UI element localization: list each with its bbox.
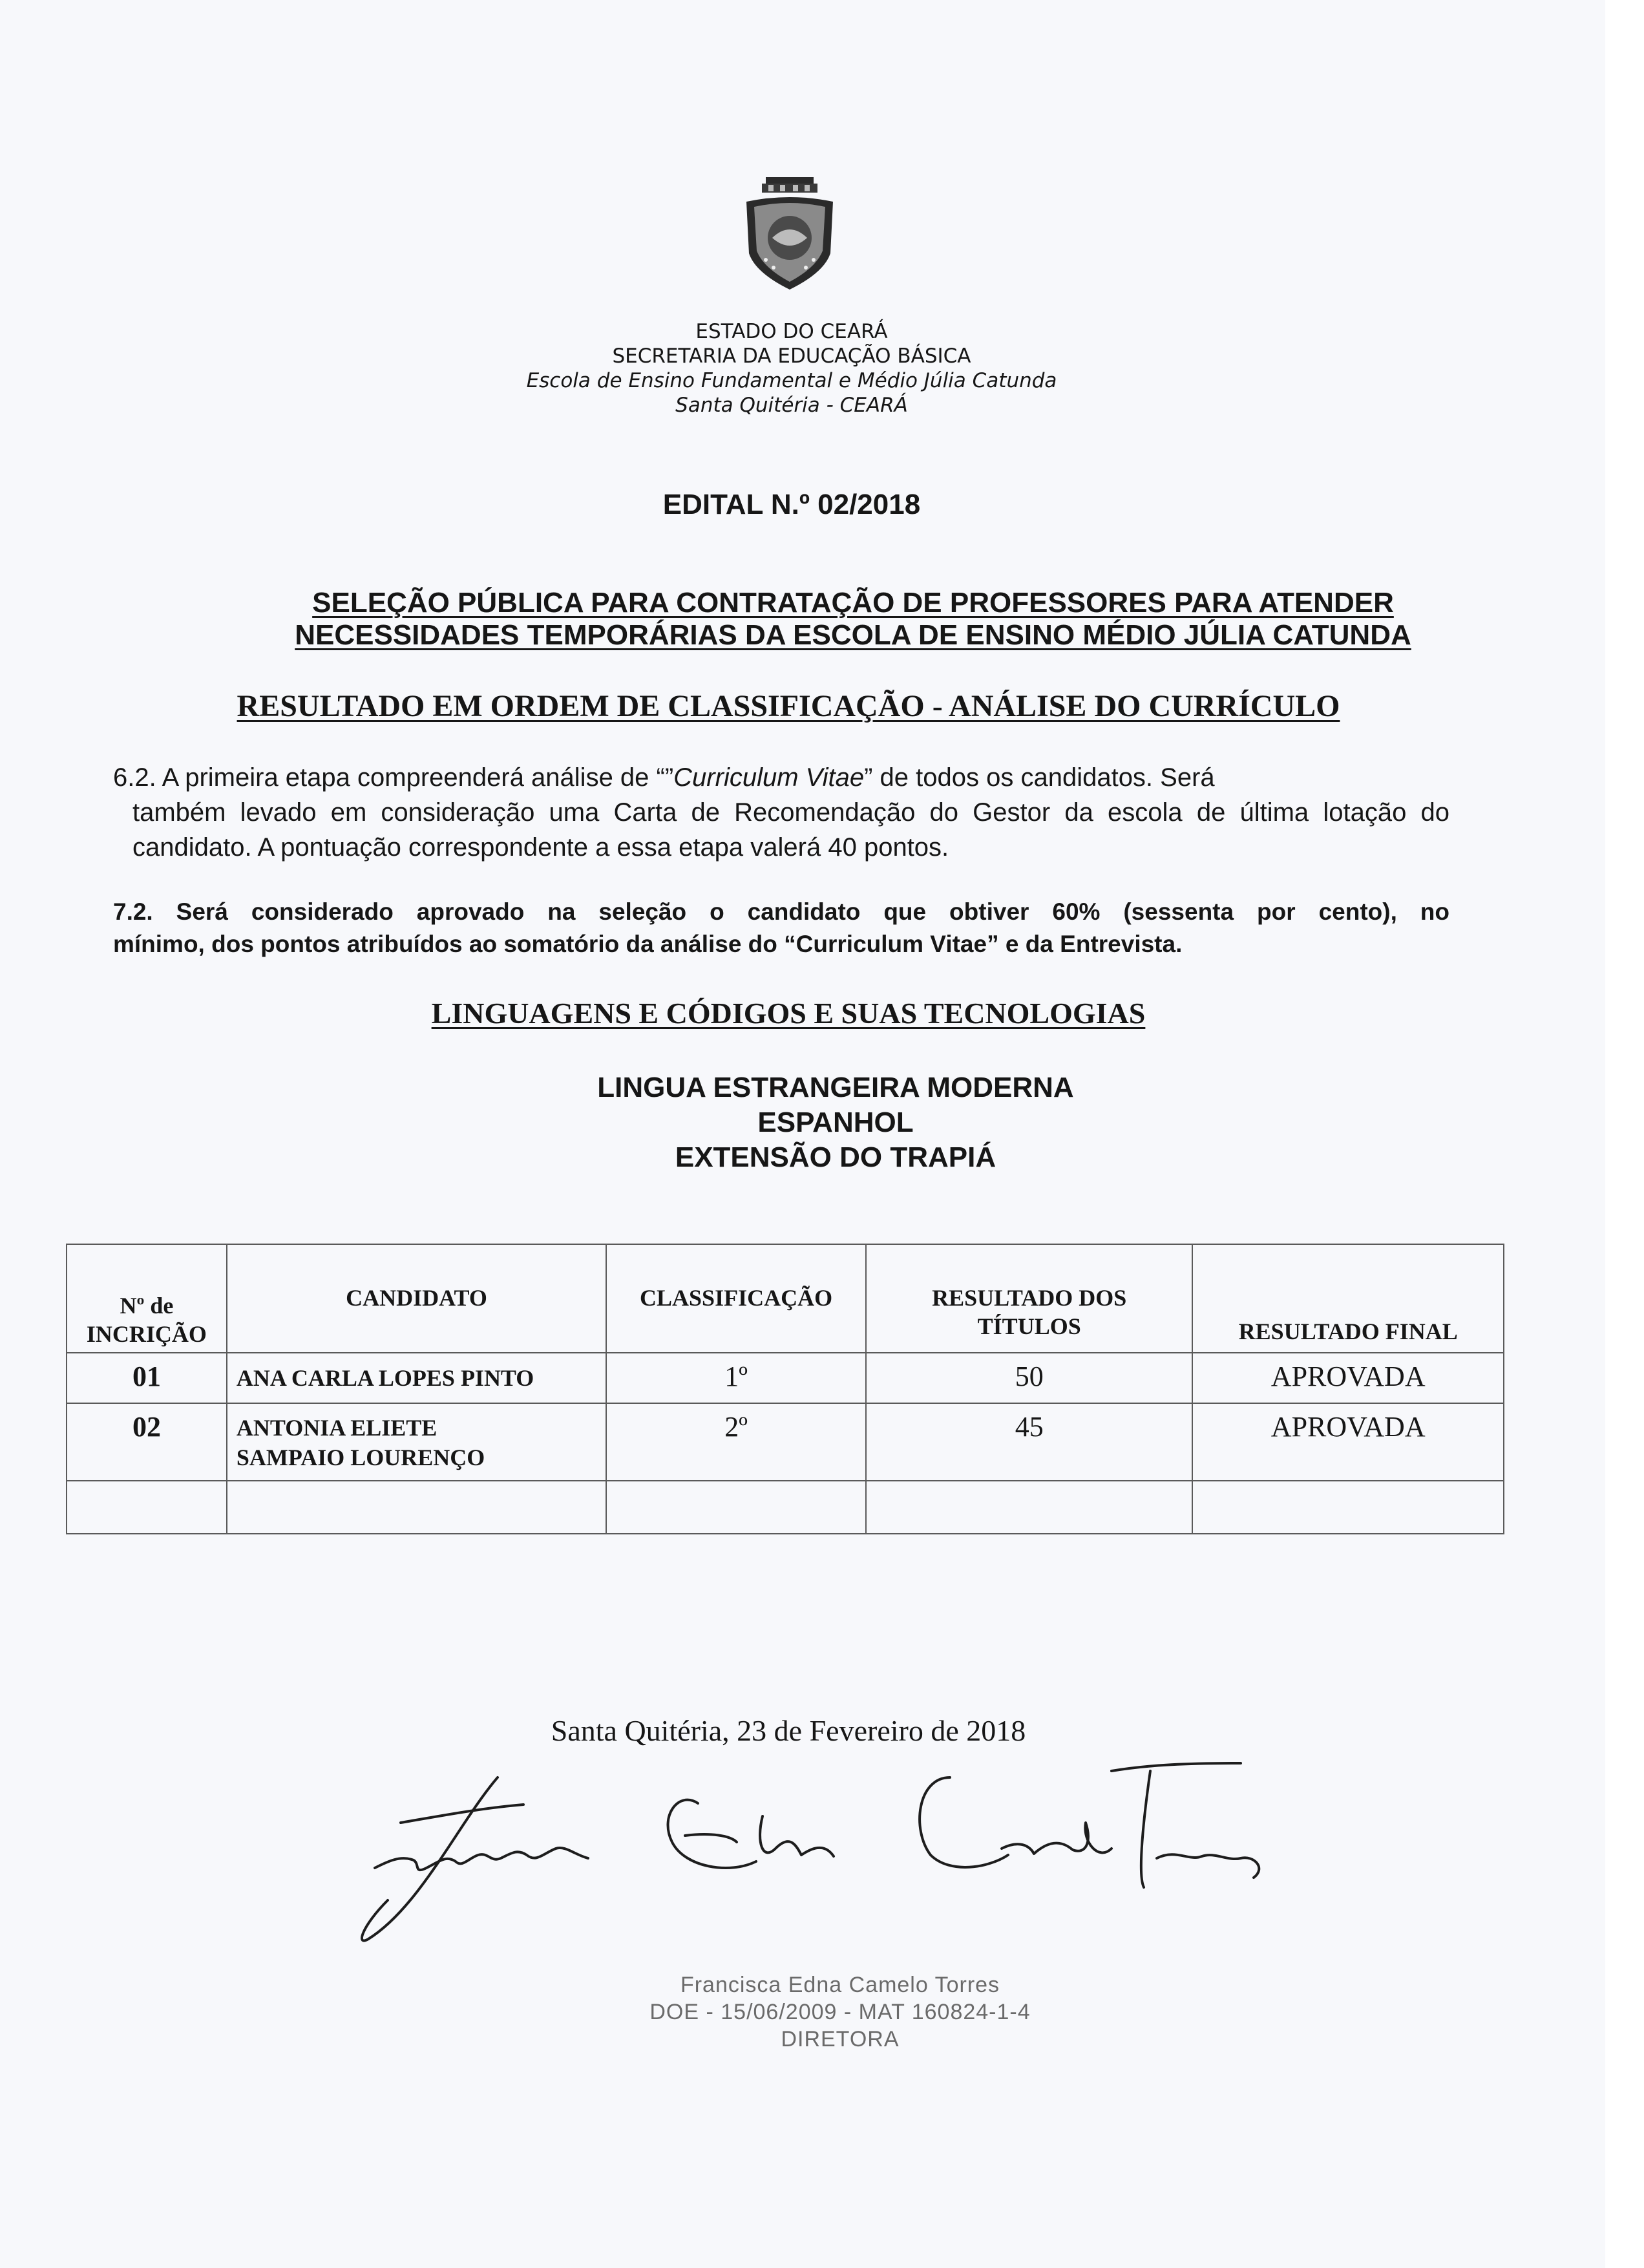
stamp-role: DIRETORA (781, 2027, 900, 2051)
para-6-2-rest-line1: ” de todos os candidatos. Será (864, 763, 1215, 792)
empty-cell (227, 1481, 606, 1534)
row-candidate: ANA CARLA LOPES PINTO (227, 1353, 606, 1403)
empty-cell (866, 1481, 1192, 1534)
table-row-empty (67, 1481, 1504, 1534)
row-candidate-line2: SAMPAIO LOURENÇO (236, 1445, 485, 1470)
row-candidate-line1: ANTONIA ELIETE (236, 1415, 437, 1441)
row-final: APROVADA (1192, 1403, 1504, 1481)
place-date: Santa Quitéria, 23 de Fevereiro de 2018 (551, 1714, 1026, 1747)
header-candidate: CANDIDATO (227, 1244, 606, 1353)
header-titles-line1: RESULTADO DOS (932, 1285, 1127, 1311)
result-title-text: RESULTADO EM ORDEM DE CLASSIFICAÇÃO - ANÁLISE DO CURRÍCULO (237, 689, 1340, 723)
row-titles: 45 (866, 1403, 1192, 1481)
para-7-2-line2: mínimo, dos pontos atribuídos ao somatório da análise do “Curriculum Vitae” e da Entrevista. (113, 931, 1183, 957)
subject-line2: ESPANHOL (757, 1107, 914, 1138)
subject-line3: EXTENSÃO DO TRAPIÁ (675, 1141, 996, 1173)
selection-title-line1: SELEÇÃO PÚBLICA PARA CONTRATAÇÃO DE PROFESSORES PARA ATENDER (312, 587, 1394, 619)
empty-cell (606, 1481, 866, 1534)
handwritten-signature (349, 1745, 1280, 1958)
signature-stamp (517, 1971, 1163, 2053)
header-inscription-line2: INCRIÇÃO (86, 1321, 207, 1347)
row-titles: 50 (866, 1353, 1192, 1403)
row-classification: 2º (606, 1403, 866, 1481)
para-6-2-rest: também levado em consideração uma Carta de Recomendação do Gestor da escola de última lotação do candidato. A pontuação correspondente a essa etapa valerá 40 pontos. (132, 798, 1449, 862)
header-city: Santa Quitéria - CEARÁ (675, 394, 908, 417)
row-candidate (227, 1403, 606, 1481)
table-row (67, 1403, 1504, 1481)
row-number: 01 (67, 1353, 227, 1403)
header-inscription (67, 1244, 227, 1353)
subject-line1: LINGUA ESTRANGEIRA MODERNA (597, 1072, 1074, 1103)
row-classification: 1º (606, 1353, 866, 1403)
header-inscription-line1: Nº de (120, 1293, 174, 1319)
header-secretariat: SECRETARIA DA EDUCAÇÃO BÁSICA (612, 344, 971, 368)
table-row (67, 1353, 1504, 1403)
header-final: RESULTADO FINAL (1192, 1244, 1504, 1353)
area-title (0, 995, 1577, 1032)
header-titles-line2: TÍTULOS (977, 1313, 1081, 1339)
row-number: 02 (67, 1403, 227, 1481)
paragraph-6-2 (113, 760, 1449, 865)
empty-cell (67, 1481, 227, 1534)
header-titles (866, 1244, 1192, 1353)
stamp-name: Francisca Edna Camelo Torres (680, 1973, 1000, 1997)
row-final: APROVADA (1192, 1353, 1504, 1403)
area-title-text: LINGUAGENS E CÓDIGOS E SUAS TECNOLOGIAS (431, 997, 1146, 1030)
para-6-2-prefix: 6.2. A primeira etapa compreenderá análise de “” (113, 763, 674, 792)
table-header-row (67, 1244, 1504, 1353)
edital-number: EDITAL N.º 02/2018 (662, 489, 921, 520)
selection-title-line2: NECESSIDADES TEMPORÁRIAS DA ESCOLA DE ENSINO MÉDIO JÚLIA CATUNDA (295, 619, 1411, 651)
paragraph-7-2 (113, 896, 1449, 960)
ceara-coat-of-arms-icon (740, 176, 839, 292)
para-7-2-line1: 7.2. Será considerado aprovado na seleção o candidato que obtiver 60% (sessenta por cento), no (113, 898, 1449, 925)
subject-block (0, 1070, 1644, 1175)
para-6-2-emphasis: Curriculum Vitae (673, 763, 865, 792)
selection-title (0, 587, 1644, 652)
results-table (66, 1244, 1504, 1534)
header-school: Escola de Ensino Fundamental e Médio Júlia Catunda (526, 369, 1057, 392)
empty-cell (1192, 1481, 1504, 1534)
result-title (0, 688, 1577, 725)
header-classification: CLASSIFICAÇÃO (606, 1244, 866, 1353)
header-state: ESTADO DO CEARÁ (695, 320, 888, 343)
stamp-doe: DOE - 15/06/2009 - MAT 160824-1-4 (649, 2000, 1031, 2024)
